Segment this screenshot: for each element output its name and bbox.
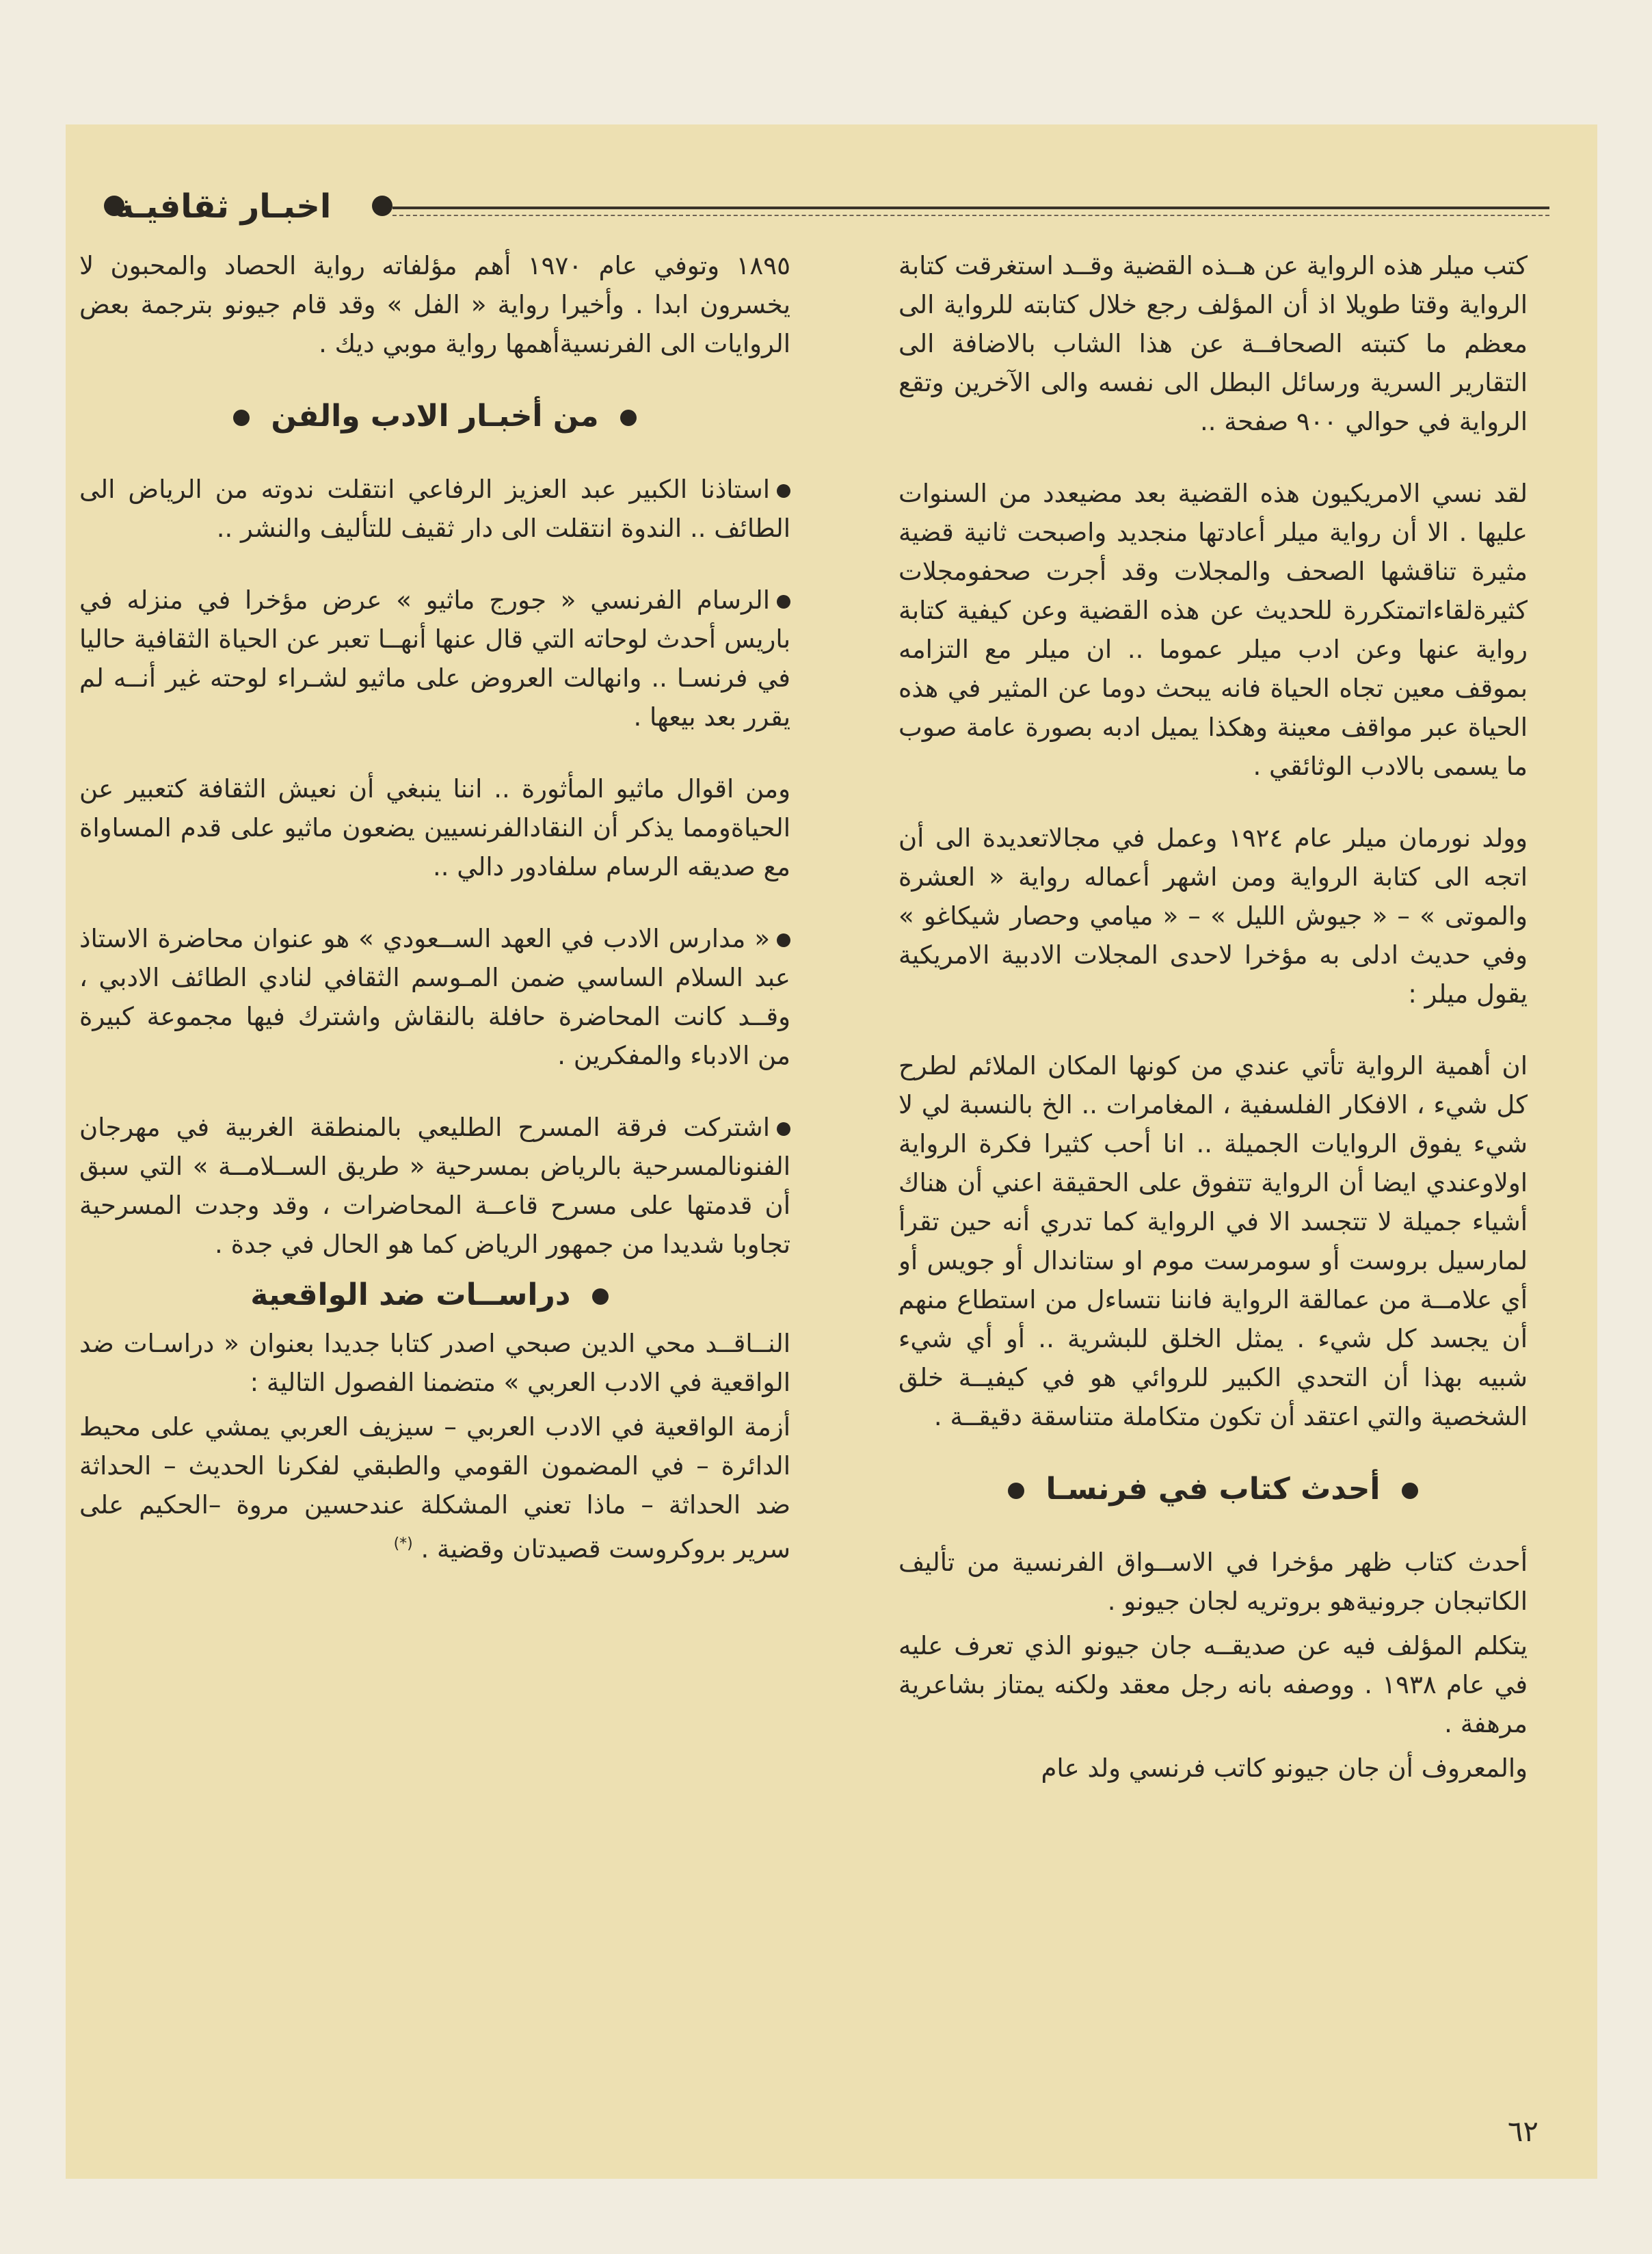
article-paragraph: يتكلم المؤلف فيه عن صديقــه جان جيونو الذي تعرف عليه في عام ١٩٣٨ . ووصفه بانه رجل معقد ولكنه يمتاز بشاعرية مرهفة . [898,1631,1528,1738]
subheading [79,1275,790,1316]
article-paragraph: ان أهمية الرواية تأتي عندي من كونها المكان الملائم لطرح كل شيء ، الافكار الفلسفية ، المغامرات .. الخ بالنسبة لي لا شيء يفوق الروايات الجميلة .. انا أحب كثيرا فكرة الرواية اولاوعندي ايضا أن الرواية تتفوق على الحقيقة اعني أن هناك أشياء جميلة لا تتجسد الا في الرواية كما تدري أنه حين تقرأ لمارسيل بروست أو سومرست موم او ستاندال أو جويس أو أي علامــة من عمالقة الرواية فاننا نتساءل من استطاع منهم أن يجسد كل شيء . يمثل الخلق للبشرية .. أو أي شيء شبيه بهذا أن التحدي الكبير للروائي هو في كيفيــة خلق الشخصية والتي اعتقد أن تكون متكاملة متناسقة دقيقــة . [898,1051,1528,1431]
header-rule [392,207,1549,209]
footnote-mark: (*) [393,1535,413,1552]
bullet-dot-icon [777,933,790,947]
bullet-dot-icon [777,595,790,609]
article-paragraph: لقد نسي الامريكيون هذه القضية بعد مضيعدد من السنوات عليها . الا أن رواية ميلر أعادتها منجديد واصبحت ثانية قضية مثيرة تناقشها الصحف والمجلات وقد أجرت صحفومجلات كثيرةلقاءاتمتكررة للحديث عن هذه القضية وعن كيفية كتابة رواية عنها وعن ادب ميلر عموما .. ان ميلر مع التزامه بموقف معين تجاه الحياة فانه يبحث دوما عن المثير في هذه الحياة عبر مواقف معينة وهكذا يميل ادبه بصورة عامة صوب ما يسمى بالادب الوثائقي . [898,479,1528,781]
article-paragraph [79,1407,790,1568]
news-item-text: استاذنا الكبير عبد العزيز الرفاعي انتقلت ندوته من الرياض الى الطائف .. الندوة انتقلت الى دار ثقيف للتأليف والنشر .. [79,475,790,543]
article-paragraph: ومن اقوال ماثيو المأثورة .. اننا ينبغي أن نعيش الثقافة كتعبير عن الحياةومما يذكر أن النقادالفرنسيين يضعون ماثيو على قدم المساواة مع صديقه الرسام سلفادور دالي .. [79,774,790,881]
news-item [79,581,790,737]
bullet-dot-icon [1008,1483,1024,1499]
section-header [66,179,1597,234]
news-item-text: اشتركت فرقة المسرح الطليعي بالمنطقة الغربية في مهرجان الفنونالمسرحية بالرياض بمسرحية « طريق الســلامــة » التي سبق أن قدمتها على مسرح قاعــة المحاضرات ، وقد وجدت المسرحية تجاوبا شديدا من جمهور الرياض كما هو الحال في جدة . [79,1113,790,1259]
bullet-dot-icon [777,484,790,498]
subheading-text: من أخبـار الادب والفن [271,399,599,434]
article-paragraph: وولد نورمان ميلر عام ١٩٢٤ وعمل في مجالاتعديدة الى أن اتجه الى كتابة الرواية ومن اشهر أعماله رواية « العشرة والموتى » – « جيوش الليل » – « ميامي وحصار شيكاغو » وفي حديث ادلى به مؤخرا لاحدى المجلات الادبية الامريكية يقول ميلر : [898,823,1528,1009]
news-item [79,919,790,1075]
subheading [79,396,790,437]
article-paragraph: أحدث كتاب ظهر مؤخرا في الاســواق الفرنسية من تأليف الكاتبجان جرونيةهو بروتريه لجان جيونو . [898,1548,1528,1616]
news-item-text: الرسام الفرنسي « جورج ماثيو » عرض مؤخرا في منزله في باريس أحدث لوحاته التي قال عنها أنهــا تعبر عن الحياة الثقافية حاليا في فرنسـا .. وانهالت العروض على ماثيو لشـراء لوحته غير أنــه لم يقرر بعد بيعها . [79,585,790,732]
page-number: ٦٢ [1507,2114,1538,2148]
bullet-dot-icon [777,1122,790,1136]
news-item [79,1108,790,1264]
article-paragraph: والمعروف أن جان جيونو كاتب فرنسي ولد عام [1041,1753,1528,1783]
subheading-text: دراســات ضد الواقعية [250,1277,571,1312]
section-title: اخبـار ثقافيـة [114,187,332,226]
news-item-text: « مدارس الادب في العهد الســعودي » هو عنوان محاضرة الاستاذ عبد السلام الساسي ضمن المـوسم الثقافي لنادي الطائف الادبي ، وقــد كانت المحاضرة حافلة بالنقاش واشترك فيها مجموعة كبيرة من الادباء والمفكرين . [79,924,790,1070]
bullet-dot-icon [620,410,637,426]
bullet-dot-icon [233,410,250,426]
bullet-dot-icon [1402,1483,1418,1499]
article-paragraph: كتب ميلر هذه الرواية عن هــذه القضية وقــد استغرقت كتابة الرواية وقتا طويلا اذ أن المؤلف رجع خلال كتابته للرواية الى معظم ما كتبته الصحافــة عن هذا الشاب بالاضافة الى التقارير السرية ورسائل البطل الى نفسه والى الآخرين وتقع الرواية في حوالي ٩٠٠ صفحة .. [898,251,1528,436]
left-column [79,246,790,2134]
article-paragraph: النــاقــد محي الدين صبحي اصدر كتابا جديدا بعنوان « دراسـات ضد الواقعية في الادب العربي » متضمنا الفصول التالية : [79,1329,790,1397]
right-column [898,246,1528,2134]
subheading-text: أحدث كتاب في فرنسـا [1045,1472,1381,1507]
subheading [898,1469,1528,1510]
magazine-page [66,124,1597,2179]
chapter-list-text: أزمة الواقعية في الادب العربي – سيزيف العربي يمشي على محيط الدائرة – في المضمون القومي والطبقي لفكرنا الحديث – الحداثة ضد الحداثة – ماذا تعني المشكلة عندحسين مروة –الحكيم على سرير بروكروست قصيدتان وقضية . [79,1412,790,1564]
bullet-dot-icon [592,1288,609,1305]
article-paragraph: ١٨٩٥ وتوفي عام ١٩٧٠ أهم مؤلفاته رواية الحصاد والمحبون لا يخسرون ابدا . وأخيرا رواية « الفل » وقد قام جيونو بترجمة بعض الروايات الى الفرنسيةأهمها رواية موبي ديك . [79,251,790,358]
bullet-dot-icon [372,196,392,216]
news-item [79,470,790,548]
